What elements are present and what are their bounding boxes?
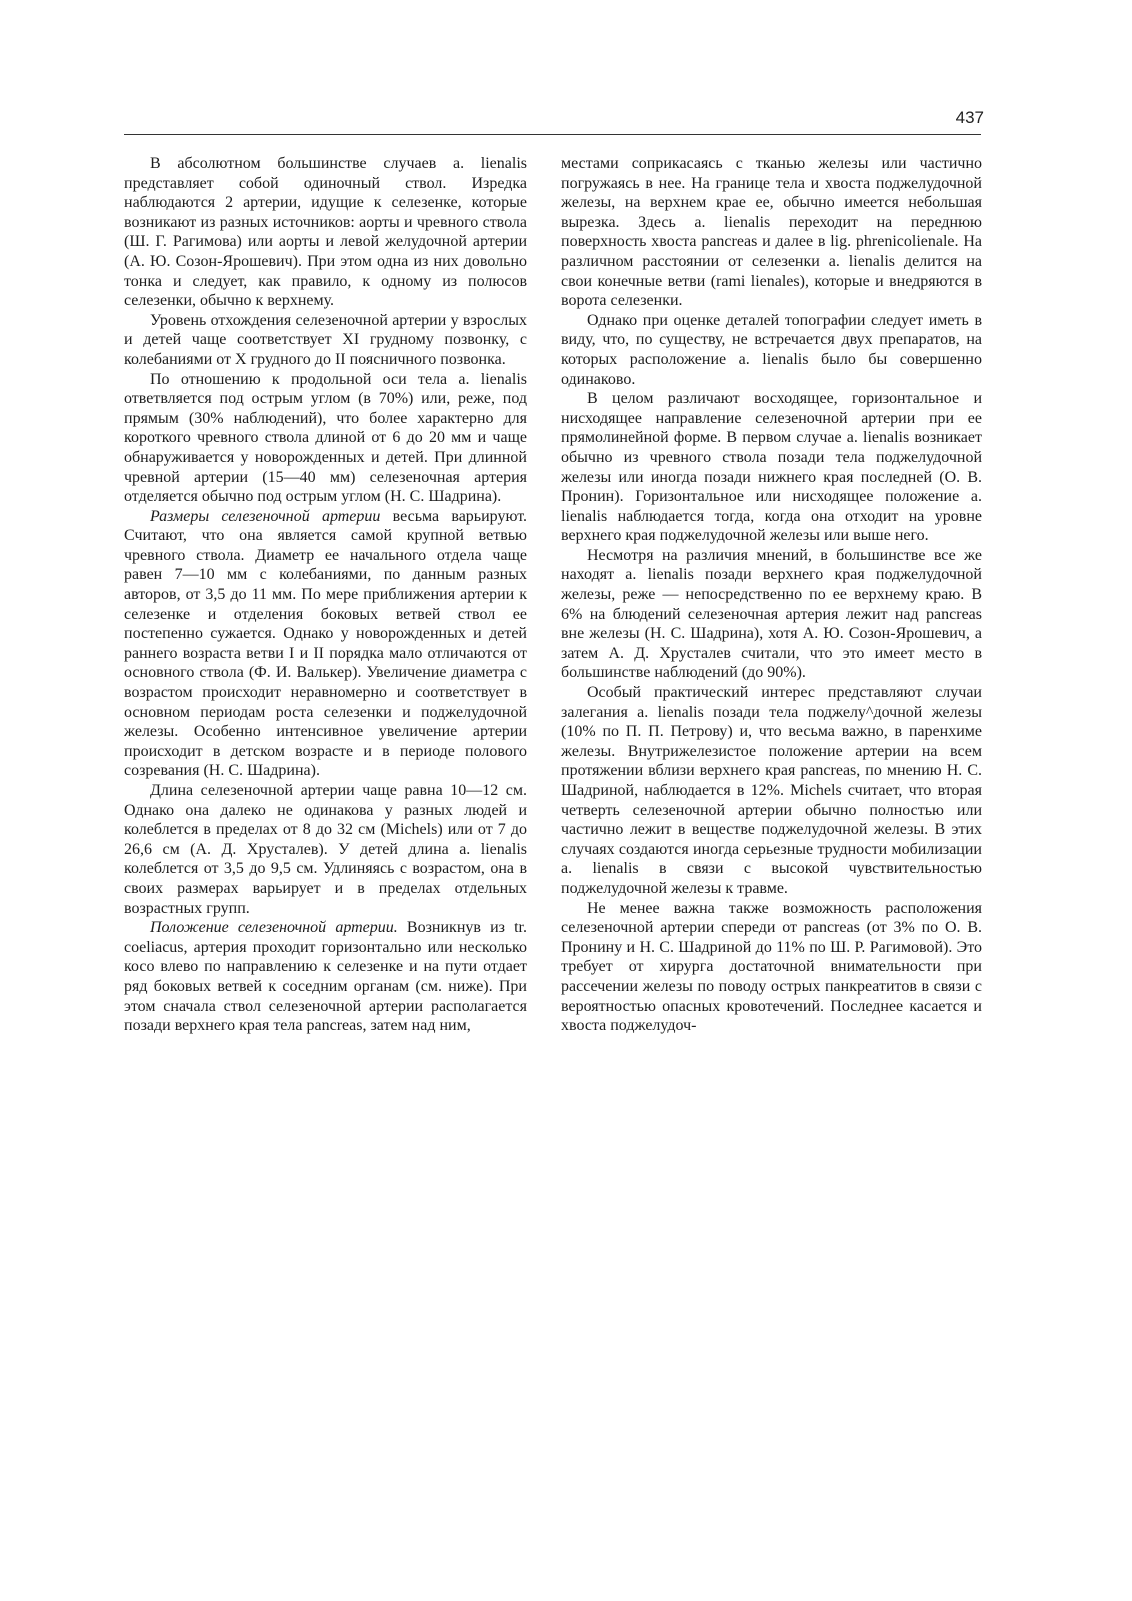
section-heading-italic: Положение селезеночной артерии. bbox=[150, 919, 398, 937]
paragraph: Особый практический интерес представляют случаи залегания a. lienalis позади тела поджелу^дочной железы (10% по П. П. Петрову) и, что весьма важно, в паренхиме железы. Внутрижелезистое положение артерии на всем протяжении вблизи верхнего края pancreas, по мнению Н. С. Шадриной, наблюдается в 12%. Michels считает, что вторая четверть селезеночной артерии обычно полностью или частично лежит в веществе поджелудочной железы. В этих случаях создаются иногда серьезные трудности мобилизации a. lienalis в связи с высокой чувствительностью поджелудочной железы к травме. bbox=[561, 684, 982, 897]
paragraph: Несмотря на различия мнений, в большинстве все же находят a. lienalis позади верхнего края поджелудочной железы, реже — непосредственно по ее верхнему краю. В 6% на блюдений селезеночная артерия лежит над pancreas вне железы (Н. С. Шадрина), хотя А. Ю. Созон-Ярошевич, а затем А. Д. Хрусталев считали, что это имеет место в большинстве наблюдений (до 90%). bbox=[561, 546, 982, 682]
paragraph: В целом различают восходящее, горизонтальное и нисходящее направление селезеночной артерии при ее прямолинейной форме. В первом случае a. lienalis возникает обычно из чревного ствола позади тела поджелудочной железы или иногда позади нижнего края последней (О. В. Пронин). Горизонтальное или нисходящее положение a. lienalis наблюдается тогда, когда она отходит на уровне верхнего края поджелудочной железы или выше него. bbox=[561, 390, 982, 545]
section-heading-italic: Размеры селезеночной артерии bbox=[150, 507, 381, 525]
paragraph: Размеры селезеночной артерии весьма варьируют. Считают, что она является самой крупной ветвью чревного ствола. Диаметр ее начального отдела чаще равен 7—10 мм с колебаниями, по данным разных авторов, от 3,5 до 11 мм. По мере приближения артерии к селезенке и отделения боковых ветвей ствол ее постепенно сужается. Однако у новорожденных и детей раннего возраста ветви I и II порядка мало отличаются от основного ствола (Ф. И. Валькер). Увеличение диаметра с возрастом происходит неравномерно и соответствует в основном периодам роста селезенки и поджелудочной железы. Особенно интенсивное увеличение артерии происходит в детском возрасте и в периоде полового созревания (Н. С. Шадрина). bbox=[124, 507, 527, 780]
paragraph: В абсолютном большинстве случаев a. lienalis представляет собой одиночный ствол. Изредка наблюдаются 2 артерии, идущие к селезенке, которые возникают из разных источников: аорты и чревного ствола (Ш. Г. Рагимова) или аорты и левой желудочной артерии (А. Ю. Созон-Ярошевич). При этом одна из них довольно тонка и следует, как правило, к одному из полюсов селезенки, обычно к верхнему. bbox=[124, 155, 527, 310]
paragraph-continued: местами соприкасаясь с тканью железы или частично погружаясь в нее. На границе тела и хвоста поджелудочной железы, на верхнем крае ее, обычно имеется небольшая вырезка. Здесь a. lienalis переходит на переднюю поверхность хвоста pancreas и далее в lig. phrenicolienale. На различном расстоянии от селезенки a. lienalis делится на свои конечные ветви (rami lienales), которые и внедряются в ворота селезенки. bbox=[561, 155, 982, 310]
right-column bbox=[561, 154, 982, 1036]
paragraph: Не менее важна также возможность расположения селезеночной артерии спереди от pancreas (от 3% по О. В. Пронину и Н. С. Шадриной до 11% по Ш. Р. Рагимовой). Это требует от хирурга достаточной внимательности при рассечении железы по поводу острых панкреатитов в связи с вероятностью опасных кровотечений. Последнее касается и хвоста поджелудоч- bbox=[561, 899, 982, 1035]
paragraph: Однако при оценке деталей топографии следует иметь в виду, что, по существу, не встречается двух препаратов, на которых расположение a. lienalis было бы совершенно одинаково. bbox=[561, 311, 982, 388]
paragraph: Уровень отхождения селезеночной артерии у взрослых и детей чаще соответствует XI грудному позвонку, с колебаниями от X грудного до II поясничного позвонка. bbox=[124, 311, 527, 368]
paragraph: Длина селезеночной артерии чаще равна 10—12 см. Однако она далеко не одинакова у разных людей и колеблется в пределах от 8 до 32 см (Michels) или от 7 до 26,6 см (А. Д. Хрусталев). У детей длина a. lienalis колеблется от 3,5 до 9,5 см. Удлиняясь с возрастом, она в своих размерах варьирует и в пределах отдельных возрастных групп. bbox=[124, 782, 527, 917]
paragraph: Положение селезеночной артерии. Возникнув из tr. coeliacus, артерия проходит горизонтально или несколько косо влево по направлению к селезенке и на пути отдает ряд боковых ветвей к соседним органам (см. ниже). При этом сначала ствол селезеночной артерии располагается позади верхнего края тела pancreas, затем над ним, bbox=[124, 919, 528, 1035]
header-rule bbox=[124, 134, 981, 135]
left-column bbox=[124, 154, 527, 1036]
page-number: 437 bbox=[955, 108, 984, 127]
paragraph: По отношению к продольной оси тела a. lienalis ответвляется под острым углом (в 70%) или, реже, под прямым (30% наблюдений), что более характерно для короткого чревного ствола длиной от 6 до 20 мм и чаще обнаруживается у новорожденных и детей. При длинной чревной артерии (15—40 мм) селезеночная артерия отделяется обычно под острым углом (Н. С. Шадрина). bbox=[124, 370, 527, 506]
